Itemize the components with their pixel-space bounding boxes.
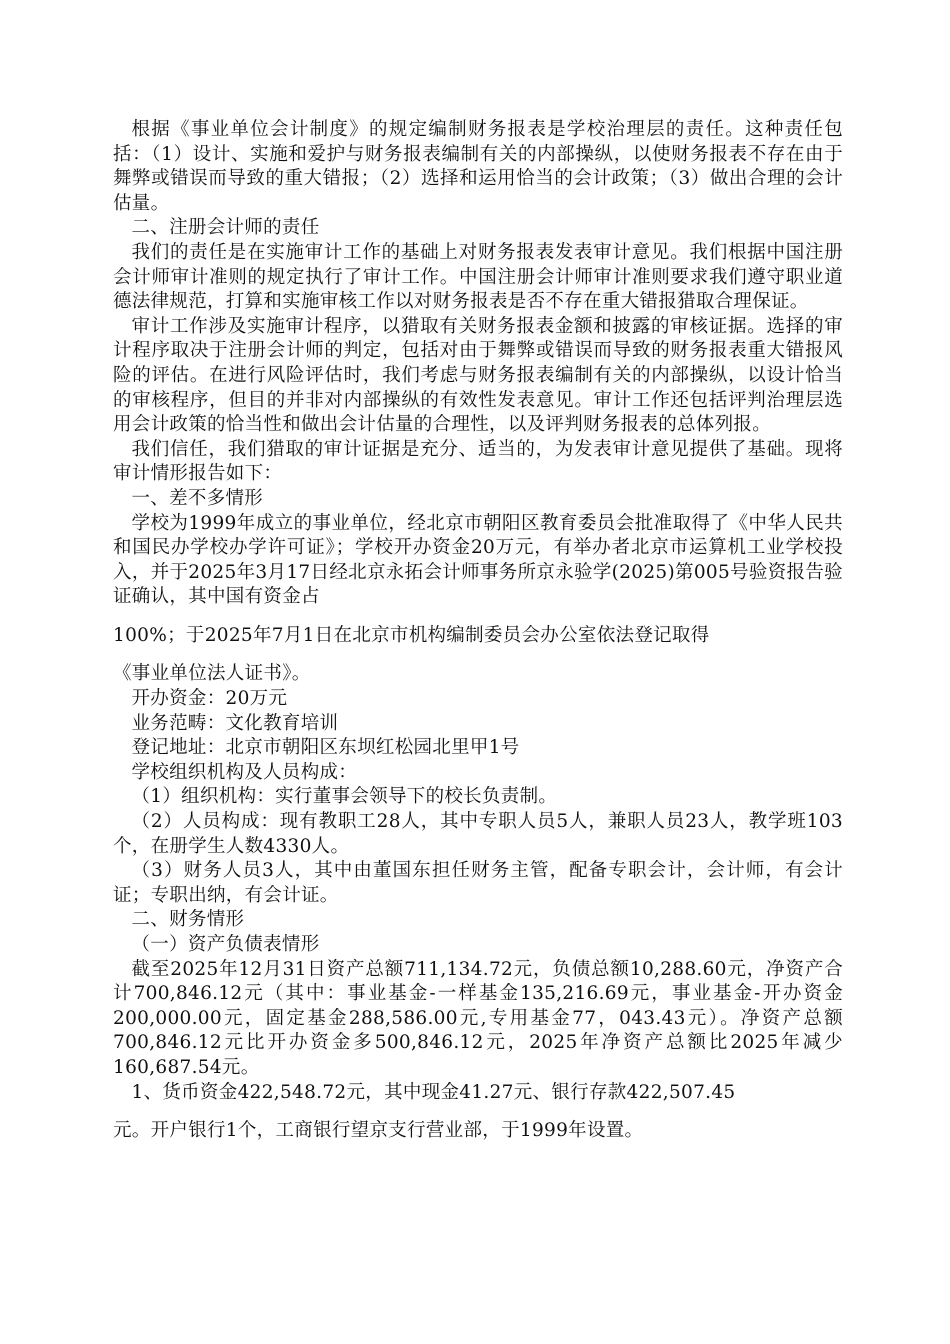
heading-basic-situation: 一、差不多情形 [131, 487, 264, 509]
item-finance-staff: （3）财务人员3人，其中由董国东担任财务主管，配备专职会计，会计师，有会计证；专职出纳，有会计证。 [113, 860, 843, 906]
paragraph-registration: 100%；于2025年7月1日在北京市机构编制委员会办公室依法登记取得 [113, 624, 710, 646]
paragraph-our-responsibility: 我们的责任是在实施审计工作的基础上对财务报表发表审计意见。我们根据中国注册会计师审计准则的规定执行了审计工作。中国注册会计师审计准则要求我们遵守职业道德法律规范，打算和实施审核工作以对财务报表是否不存在重大错报猎取合理保证。 [113, 241, 843, 313]
paragraph-monetary-funds: 1、货币资金422,548.72元，其中现金41.27元、银行存款422,507.45 [131, 1081, 736, 1103]
paragraph-audit-procedures: 审计工作涉及实施审计程序，以猎取有关财务报表金额和披露的审核证据。选择的审计程序取决于注册会计师的判定，包括对由于舞弊或错误而导致的财务报表重大错报风险的评估。在进行风险评估时，我们考虑与财务报表编制有关的内部操纵，以设计恰当的审核程序，但目的并非对内部操纵的有效性发表意见。审计工作还包括评判治理层选用会计政策的恰当性和做出会计估量的合理性，以及评判财务报表的总体列报。 [113, 315, 843, 436]
paragraph-school-background: 学校为1999年成立的事业单位，经北京市朝阳区教育委员会批准取得了《中华人民共和国民办学校办学许可证》；学校开办资金20万元，有举办者北京市运算机工业学校投入，并于2025年3月17日经北京永拓会计师事务所京永验学(2025)第005号验资报告验证确认，其中国有资金占 [113, 512, 843, 608]
heading-balance-sheet: （一）资产负债表情形 [131, 934, 320, 955]
paragraph-audit-evidence: 我们信任，我们猎取的审计证据是充分、适当的，为发表审计意见提供了基础。现将审计情形报告如下： [113, 438, 843, 485]
heading-financial-situation: 二、财务情形 [131, 909, 245, 931]
item-organization: （1）组织机构：实行董事会领导下的校长负责制。 [131, 786, 558, 808]
item-staff: （2）人员构成：现有教职工28人，其中专职人员5人，兼职人员23人，教学班103个，在册学生人数4330人。 [113, 811, 843, 857]
paragraph-certificate: 《事业单位法人证书》。 [113, 663, 311, 685]
heading-organization: 学校组织机构及人员构成： [131, 761, 358, 783]
paragraph-bank-account: 元。开户银行1个，工商银行望京支行营业部，于1999年设置。 [113, 1120, 644, 1142]
document-page [113, 118, 843, 1144]
field-business-scope: 业务范畴：文化教育培训 [131, 712, 339, 734]
paragraph-balance-sheet: 截至2025年12月31日资产总额711,134.72元，负债总额10,288.60元，净资产合计700,846.12元（其中：事业基金-一样基金135,216.69元，事业基金-开办资金200,000.00元，固定基金288,586.00元,专用基金77，043.43元）。净资产总额700,846.12元比开办资金多500,846.12元，2025年净资产总额比2025年减少160,687.54元。 [113, 958, 843, 1078]
field-address: 登记地址：北京市朝阳区东坝红松园北里甲1号 [131, 737, 520, 759]
field-capital: 开办资金：20万元 [131, 688, 288, 710]
paragraph-governance-responsibility: 根据《事业单位会计制度》的规定编制财务报表是学校治理层的责任。这种责任包括：（1）设计、实施和爱护与财务报表编制有关的内部操纵，以使财务报表不存在由于舞弊或错误而导致的重大错报；（2）选择和运用恰当的会计政策；（3）做出合理的会计估量。 [113, 119, 843, 214]
heading-auditor-responsibility: 二、注册会计师的责任 [131, 217, 320, 239]
